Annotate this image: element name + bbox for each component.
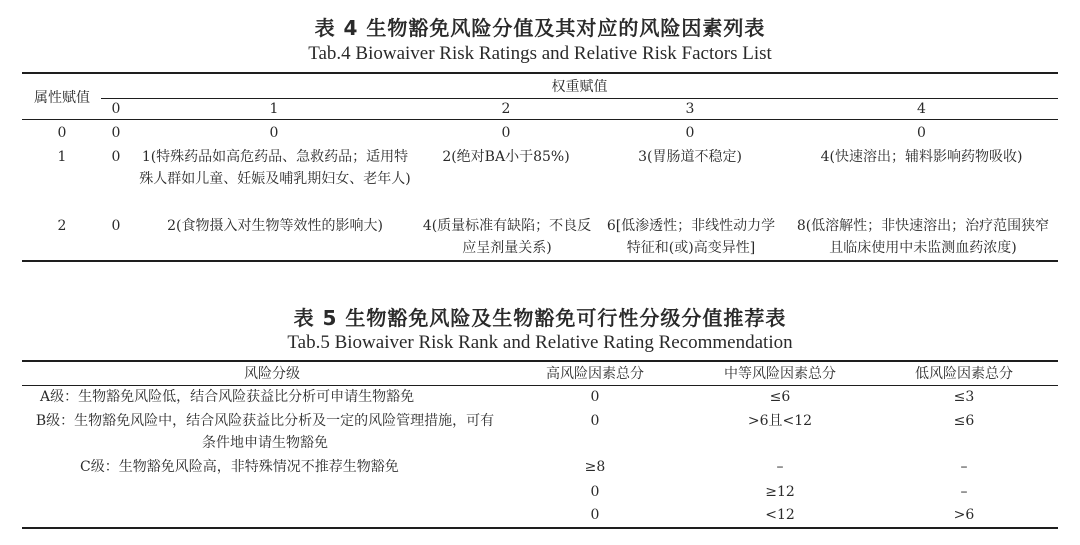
t5-row-b-low: ≤6 <box>953 413 975 429</box>
table5-top-rule <box>22 360 1058 362</box>
t5-row-a-mid: ≤6 <box>769 389 791 405</box>
t5-row-b-grade: B级：生物豁免风险中，结合风险获益比分析及一定的风险管理措施，可有条件地申请生物豁免 <box>35 413 495 451</box>
weight-4-header: 4 <box>917 101 926 117</box>
t5-row-c-mid: – <box>776 459 784 475</box>
t4-row1-w0: 0 <box>111 149 121 165</box>
t4-row2-w4: 8(低溶解性；非快速溶出；治疗范围狭窄且临床使用中未监测血药浓度) <box>796 218 1050 256</box>
t4-row0-attr: 0 <box>57 125 67 141</box>
table5-title-cn: 表 5 生物豁免风险及生物豁免可行性分级分值推荐表 <box>293 306 787 330</box>
attr-header: 属性赋值 <box>34 90 90 106</box>
table4-top-rule <box>22 72 1058 74</box>
t5-row-c2-low: – <box>960 484 968 500</box>
t5-row-c2-high: 0 <box>590 484 600 500</box>
t5-row-c-low: – <box>960 459 968 475</box>
t4-row2-w0: 0 <box>111 218 121 234</box>
t5-row-b-high: 0 <box>590 413 600 429</box>
t5-row-c3-mid: <12 <box>765 507 795 523</box>
t5-row-a-grade: A级：生物豁免风险低，结合风险获益比分析可申请生物豁免 <box>40 389 415 405</box>
t4-row1-w2: 2(绝对BA小于85%) <box>442 149 570 165</box>
t4-row2-attr: 2 <box>57 218 67 234</box>
t4-row1-w1: 1(特殊药品如高危药品、急救药品；适用特殊人群如儿童、妊娠及哺乳期妇女、老年人) <box>139 149 411 187</box>
t5-row-c3-high: 0 <box>590 507 600 523</box>
t4-row2-w1: 2(食物摄入对生物等效性的影响大) <box>167 218 383 234</box>
t5-row-c-grade: C级：生物豁免风险高，非特殊情况不推荐生物豁免 <box>80 459 399 475</box>
t4-row1-attr: 1 <box>57 149 67 165</box>
t5-row-c3-low: >6 <box>953 507 975 523</box>
weight-1-header: 1 <box>269 101 279 117</box>
t5-header-mid: 中等风险因素总分 <box>724 366 836 382</box>
weight-3-header: 3 <box>685 101 695 117</box>
t5-header-high: 高风险因素总分 <box>546 366 644 382</box>
table4-bottom-rule <box>22 260 1058 262</box>
weight-2-header: 2 <box>501 101 511 117</box>
t4-row2-w3: 6[低渗透性；非线性动力学特征和(或)高变异性] <box>606 218 776 256</box>
t5-row-a-high: 0 <box>590 389 600 405</box>
table4-title-cn: 表 4 生物豁免风险分值及其对应的风险因素列表 <box>314 16 766 40</box>
t5-row-c2-mid: ≥12 <box>765 484 795 500</box>
table4-title-en: Tab.4 Biowaiver Risk Ratings and Relative Risk Factors List <box>308 43 772 64</box>
weight-0-header: 0 <box>111 101 121 117</box>
table5-title-en: Tab.5 Biowaiver Risk Rank and Relative Rating Recommendation <box>287 332 793 353</box>
t4-row1-w4: 4(快速溶出；辅料影响药物吸收) <box>820 149 1023 165</box>
t4-row0-w0: 0 <box>111 125 121 141</box>
t5-row-b-mid: >6且<12 <box>747 413 813 429</box>
t5-row-a-low: ≤3 <box>953 389 975 405</box>
table5-bottom-rule <box>22 527 1058 529</box>
weight-header: 权重赋值 <box>551 79 608 95</box>
t5-header-low: 低风险因素总分 <box>915 366 1013 382</box>
t4-row1-w3: 3(胃肠道不稳定) <box>638 149 742 165</box>
t5-row-c-high: ≥8 <box>584 459 606 475</box>
t4-row0-w4: 0 <box>917 125 926 141</box>
t4-row2-w2: 4(质量标准有缺陷；不良反应呈剂量关系) <box>422 218 592 256</box>
t4-row0-w3: 0 <box>685 125 695 141</box>
t5-header-grade: 风险分级 <box>244 366 300 382</box>
t4-row0-w2: 0 <box>501 125 511 141</box>
t4-row0-w1: 0 <box>269 125 279 141</box>
